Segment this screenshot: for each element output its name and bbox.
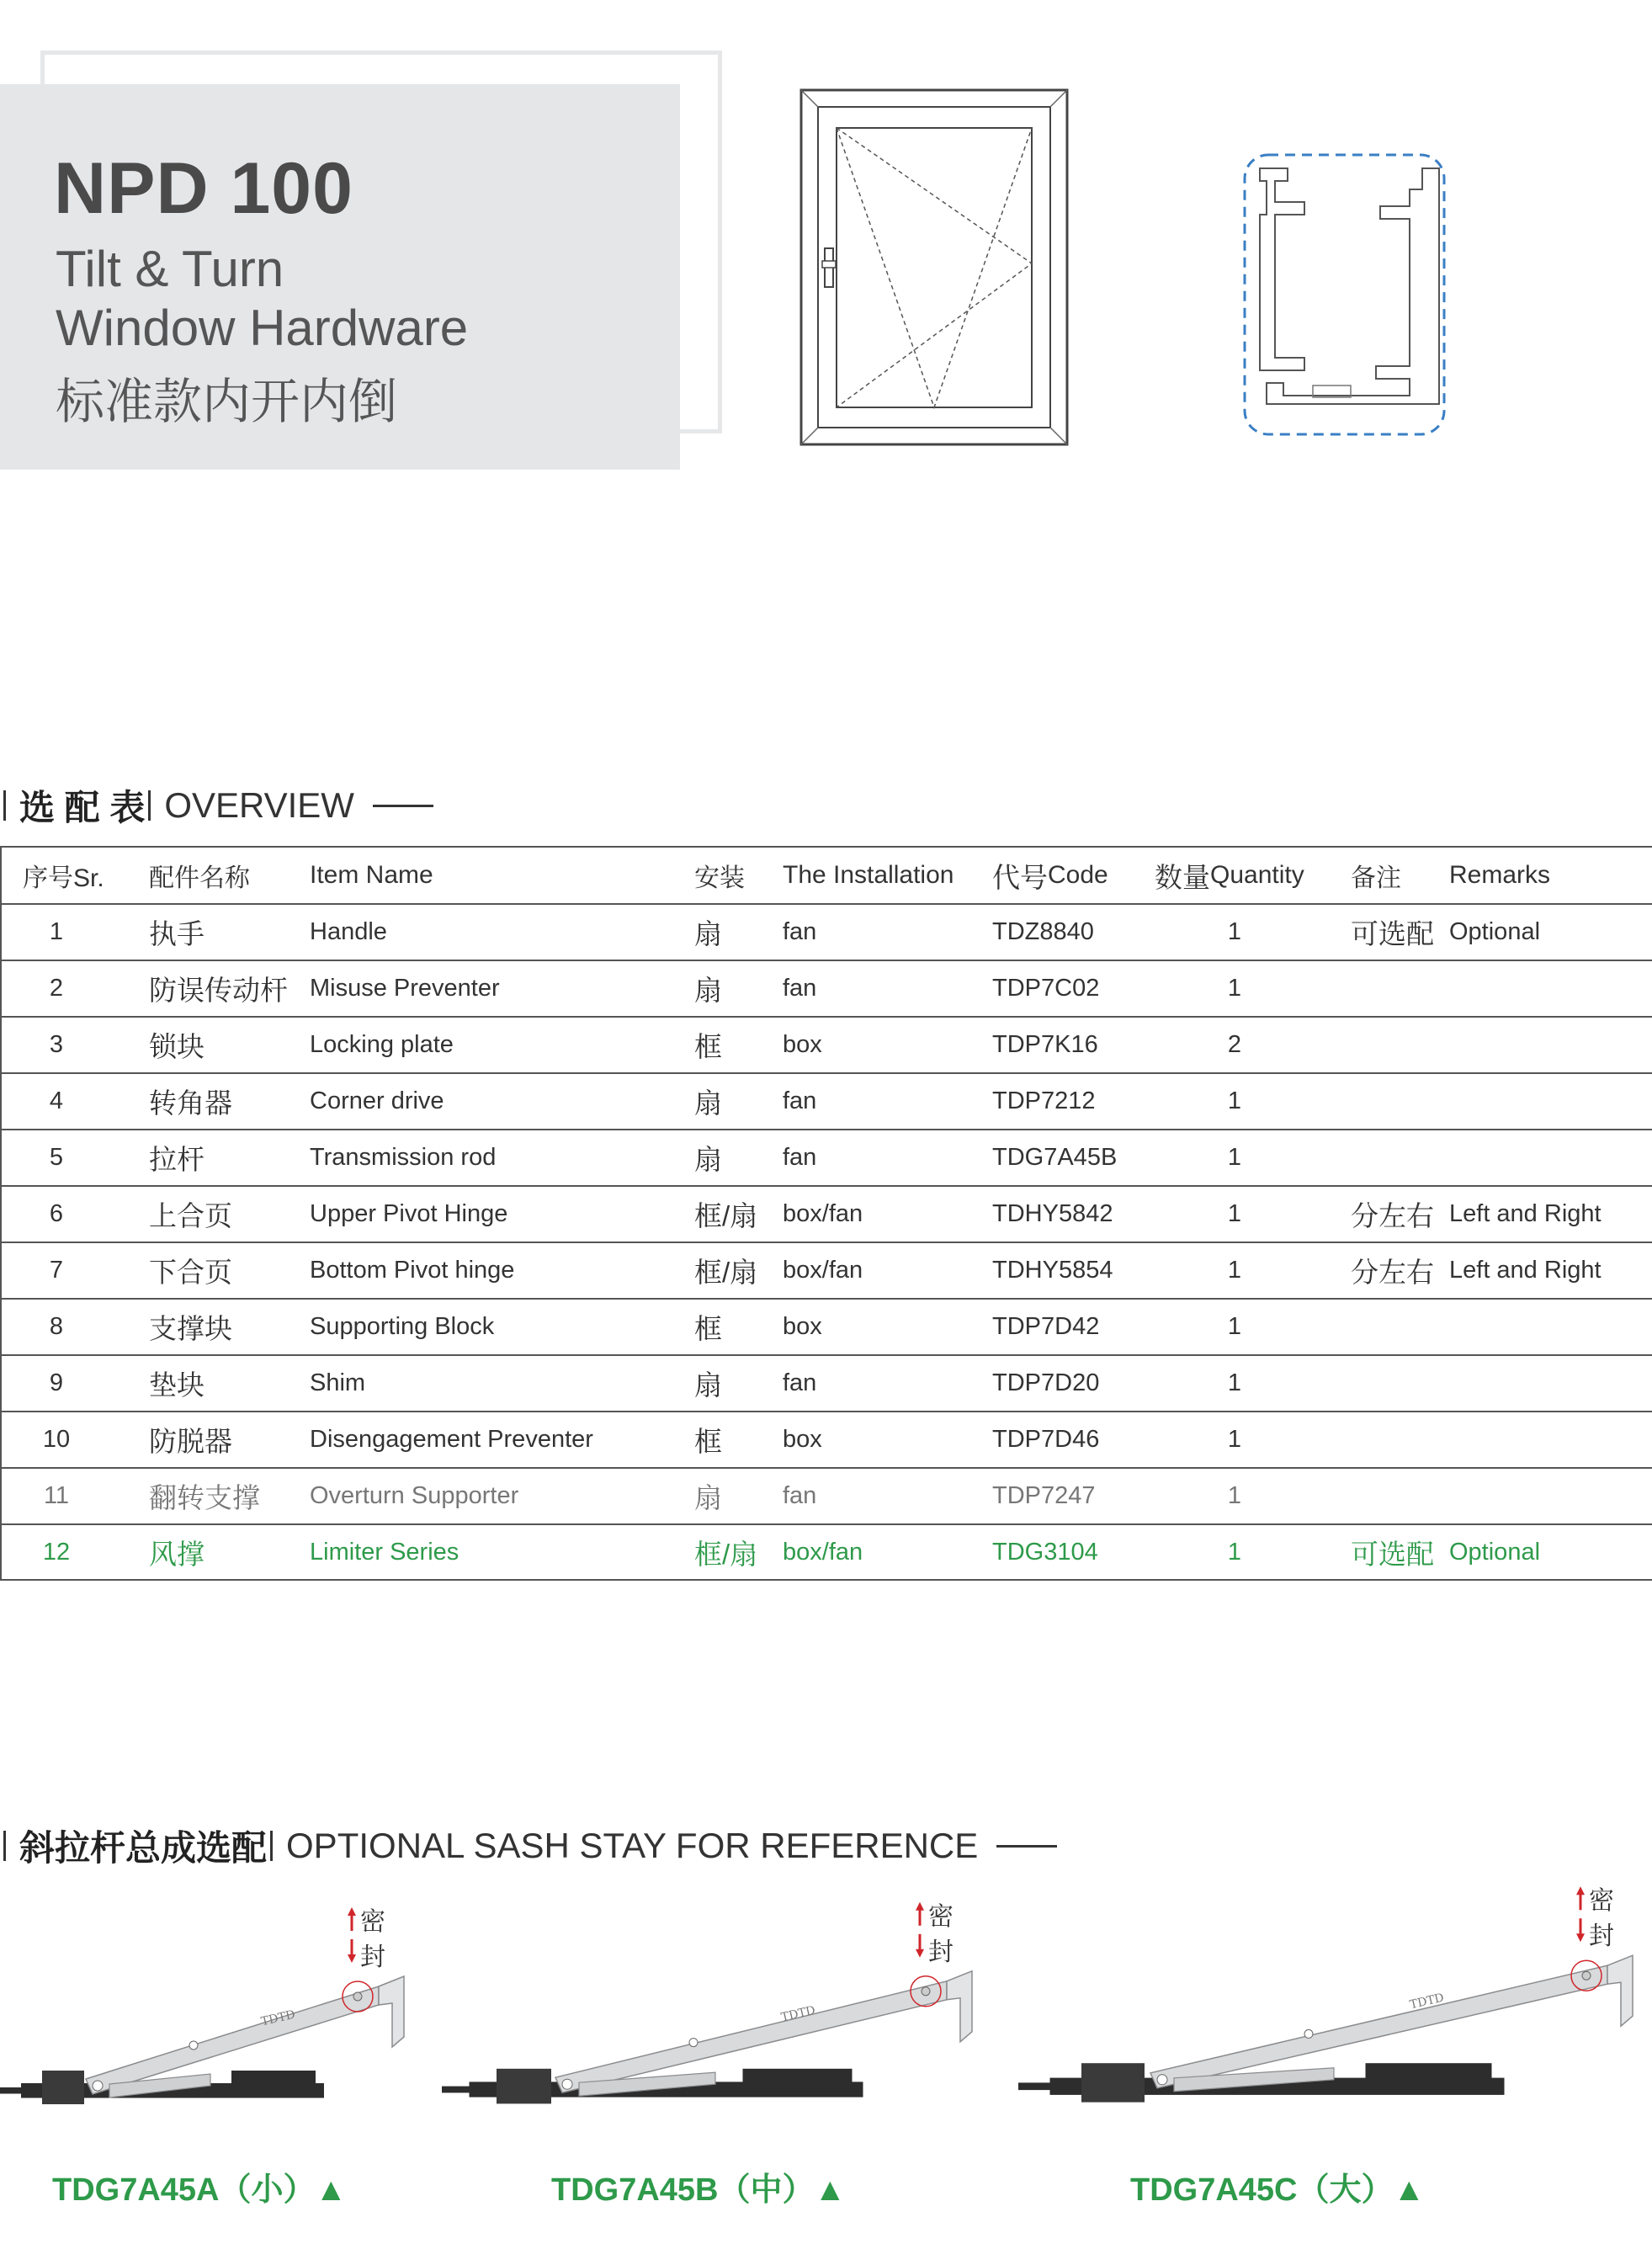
cell-sr: 2: [49, 975, 64, 1002]
overview-heading: [0, 780, 433, 831]
seal-label: 封: [1589, 1922, 1614, 1951]
cell-name-cn: 转角器: [149, 1087, 232, 1119]
col-install-en: The Installation: [783, 861, 954, 889]
cell-code: TDP7D42: [992, 1313, 1100, 1340]
stay-title-en: OPTIONAL SASH STAY FOR REFERENCE: [286, 1826, 979, 1865]
cell-sr: 1: [49, 918, 64, 945]
table-row: [2, 1469, 1652, 1525]
table-row: [2, 1187, 1652, 1243]
stay-engraving: TDTD: [779, 2003, 817, 2025]
cell-install-cn: 扇: [694, 1087, 722, 1119]
sash-stay-item: [1018, 1873, 1649, 2117]
cell-name-cn: 锁块: [149, 1031, 205, 1062]
cell-install-cn: 框: [694, 1031, 722, 1062]
sash-stay-label: TDG7A45B（中）▲: [551, 2172, 847, 2208]
cell-code: TDP7247: [992, 1482, 1096, 1509]
cell-qty: 1: [1227, 1538, 1242, 1566]
cell-sr: 4: [49, 1087, 64, 1114]
cell-code: TDP7D46: [992, 1426, 1100, 1453]
cell-name-en: Misuse Preventer: [310, 975, 500, 1002]
cell-install-en: box/fan: [783, 1200, 863, 1227]
cell-remark-cn: 可选配: [1351, 1538, 1434, 1570]
col-qty-cn: 数量: [1155, 861, 1210, 893]
col-qty-en: Quantity: [1210, 861, 1304, 889]
table-row: [2, 1412, 1652, 1469]
table-row: [2, 905, 1652, 961]
cell-code: TDG3104: [992, 1538, 1098, 1566]
cell-sr: 5: [49, 1144, 64, 1171]
heading-divider: [270, 1831, 273, 1861]
heading-bar: [3, 790, 6, 821]
cell-qty: 1: [1227, 1087, 1242, 1114]
seal-label: 密: [1589, 1887, 1614, 1916]
cell-qty: 1: [1227, 1257, 1242, 1284]
cell-install-cn: 扇: [694, 1144, 722, 1175]
col-remarks-cn: 备注: [1351, 864, 1401, 892]
cell-qty: 1: [1227, 1144, 1242, 1171]
col-remarks-en: Remarks: [1449, 861, 1551, 889]
cell-qty: 1: [1227, 1313, 1242, 1340]
cell-install-en: fan: [783, 918, 817, 945]
cell-sr: 3: [49, 1031, 64, 1058]
cell-sr: 6: [49, 1200, 64, 1227]
table-row: [2, 1525, 1652, 1579]
seal-label: 密: [928, 1902, 953, 1931]
col-name-en: Item Name: [310, 861, 433, 889]
sash-stay-label: TDG7A45C（大）▲: [1130, 2172, 1426, 2208]
sash-stay-item: [0, 1906, 421, 2117]
cell-name-cn: 翻转支撑: [149, 1482, 260, 1513]
cell-remark-en: Optional: [1449, 1538, 1541, 1566]
seal-direction-arrows: [916, 1902, 924, 1958]
heading-bar: [3, 1831, 6, 1861]
cell-qty: 1: [1227, 1426, 1242, 1453]
cell-sr: 10: [42, 1426, 71, 1453]
subtitle-line-2: Window Hardware: [56, 300, 469, 356]
sash-stay-label: TDG7A45A（小）▲: [52, 2172, 348, 2208]
cell-name-en: Corner drive: [310, 1087, 444, 1114]
cell-name-en: Shim: [310, 1369, 366, 1396]
col-code-en: Code: [1048, 861, 1108, 889]
cell-remark-cn: 分左右: [1351, 1200, 1434, 1231]
stay-engraving: TDTD: [259, 2007, 297, 2029]
cell-code: TDP7D20: [992, 1369, 1100, 1396]
cell-install-cn: 扇: [694, 975, 722, 1006]
cell-sr: 9: [49, 1369, 64, 1396]
cell-name-en: Transmission rod: [310, 1144, 497, 1171]
seal-label: 封: [928, 1938, 953, 1966]
cell-install-en: fan: [783, 1369, 817, 1396]
table-row: [2, 1243, 1652, 1300]
table-row: [2, 1018, 1652, 1074]
window-elevation-drawing: [799, 88, 1069, 446]
cell-code: TDZ8840: [992, 918, 1094, 945]
cell-qty: 1: [1227, 1369, 1242, 1396]
cell-remark-cn: 分左右: [1351, 1257, 1434, 1288]
cell-name-en: Bottom Pivot hinge: [310, 1257, 515, 1284]
col-sr: 序号Sr.: [23, 864, 104, 892]
cell-name-cn: 防误传动杆: [149, 975, 288, 1006]
heading-rule: [996, 1845, 1057, 1848]
cell-sr: 12: [42, 1538, 71, 1566]
cell-name-cn: 下合页: [149, 1257, 232, 1288]
cell-remark-en: Left and Right: [1449, 1200, 1602, 1227]
cell-qty: 1: [1227, 975, 1242, 1002]
cell-install-cn: 扇: [694, 1482, 722, 1513]
cell-code: TDP7212: [992, 1087, 1096, 1114]
cell-qty: 2: [1227, 1031, 1242, 1058]
cell-code: TDG7A45B: [992, 1144, 1118, 1171]
cell-install-cn: 框: [694, 1313, 722, 1344]
cell-install-cn: 扇: [694, 918, 722, 949]
seal-direction-arrows: [348, 1907, 356, 1963]
table-row: [2, 1130, 1652, 1187]
cell-name-en: Upper Pivot Hinge: [310, 1200, 508, 1227]
heading-rule: [373, 805, 433, 807]
cell-name-cn: 风撑: [149, 1538, 205, 1570]
cell-name-cn: 拉杆: [149, 1144, 205, 1175]
cell-name-cn: 上合页: [149, 1200, 232, 1231]
table-row: [2, 1300, 1652, 1356]
stay-engraving: TDTD: [1408, 1991, 1446, 2012]
heading-divider: [148, 790, 151, 821]
cell-name-cn: 垫块: [149, 1369, 205, 1401]
cell-qty: 1: [1227, 918, 1242, 945]
profile-section-drawing: [1241, 152, 1447, 438]
cell-install-cn: 框/扇: [694, 1257, 758, 1288]
cell-code: TDHY5842: [992, 1200, 1113, 1227]
cell-install-en: box: [783, 1031, 822, 1058]
cell-remark-cn: 可选配: [1351, 918, 1434, 949]
cell-name-cn: 支撑块: [149, 1313, 232, 1344]
cell-sr: 8: [49, 1313, 64, 1340]
cell-name-en: Limiter Series: [310, 1538, 459, 1566]
cell-install-en: box: [783, 1426, 822, 1453]
cell-name-en: Overturn Supporter: [310, 1482, 519, 1509]
sash-stay-drawing: [1018, 1873, 1649, 2117]
table-row: [2, 961, 1652, 1018]
cell-qty: 1: [1227, 1482, 1242, 1509]
cell-install-cn: 框/扇: [694, 1200, 758, 1231]
cell-install-cn: 框/扇: [694, 1538, 758, 1570]
cell-sr: 7: [49, 1257, 64, 1284]
col-install-cn: 安装: [694, 864, 745, 892]
cell-install-cn: 扇: [694, 1369, 722, 1401]
cell-install-en: fan: [783, 1087, 817, 1114]
col-name-cn: 配件名称: [149, 864, 250, 892]
cell-name-cn: 防脱器: [149, 1426, 232, 1457]
handle-icon: [822, 248, 836, 287]
sash-stay-item: [442, 1898, 989, 2117]
model-title: NPD 100: [54, 148, 353, 229]
col-qty: [1155, 848, 1304, 903]
cell-name-en: Supporting Block: [310, 1313, 495, 1340]
cell-install-cn: 框: [694, 1426, 722, 1457]
table-header-row: [2, 848, 1652, 905]
cell-install-en: box/fan: [783, 1538, 863, 1566]
seal-direction-arrows: [1576, 1886, 1585, 1942]
cell-remark-en: Optional: [1449, 918, 1541, 945]
subtitle-chinese: 标准款内开内倒: [56, 375, 398, 429]
cell-code: TDP7K16: [992, 1031, 1098, 1058]
cell-install-en: fan: [783, 1144, 817, 1171]
cell-name-en: Handle: [310, 918, 387, 945]
sash-stay-drawing: [442, 1898, 989, 2117]
cell-install-en: box: [783, 1313, 822, 1340]
col-code: [992, 848, 1108, 903]
overview-title-cn: 选 配 表: [19, 788, 146, 827]
subtitle-line-1: Tilt & Turn: [56, 241, 284, 297]
cell-sr: 11: [43, 1482, 70, 1509]
col-code-cn: 代号: [992, 861, 1048, 893]
table-row: [2, 1356, 1652, 1412]
cell-name-en: Disengagement Preventer: [310, 1426, 593, 1453]
overview-title-en: OVERVIEW: [164, 785, 354, 825]
cell-name-cn: 执手: [149, 918, 205, 949]
seal-label: 密: [360, 1908, 385, 1936]
cell-install-en: fan: [783, 975, 817, 1002]
cell-install-en: box/fan: [783, 1257, 863, 1284]
sash-stay-drawing: [0, 1906, 421, 2117]
cell-name-en: Locking plate: [310, 1031, 454, 1058]
table-row: [2, 1074, 1652, 1130]
cell-code: TDHY5854: [992, 1257, 1113, 1284]
cell-qty: 1: [1227, 1200, 1242, 1227]
seal-label: 封: [360, 1943, 385, 1971]
cell-install-en: fan: [783, 1482, 817, 1509]
stay-title-cn: 斜拉杆总成选配: [19, 1828, 268, 1868]
stay-heading: [0, 1821, 1057, 1871]
cell-code: TDP7C02: [992, 975, 1100, 1002]
cell-remark-en: Left and Right: [1449, 1257, 1602, 1284]
overview-table: [0, 846, 1652, 1581]
